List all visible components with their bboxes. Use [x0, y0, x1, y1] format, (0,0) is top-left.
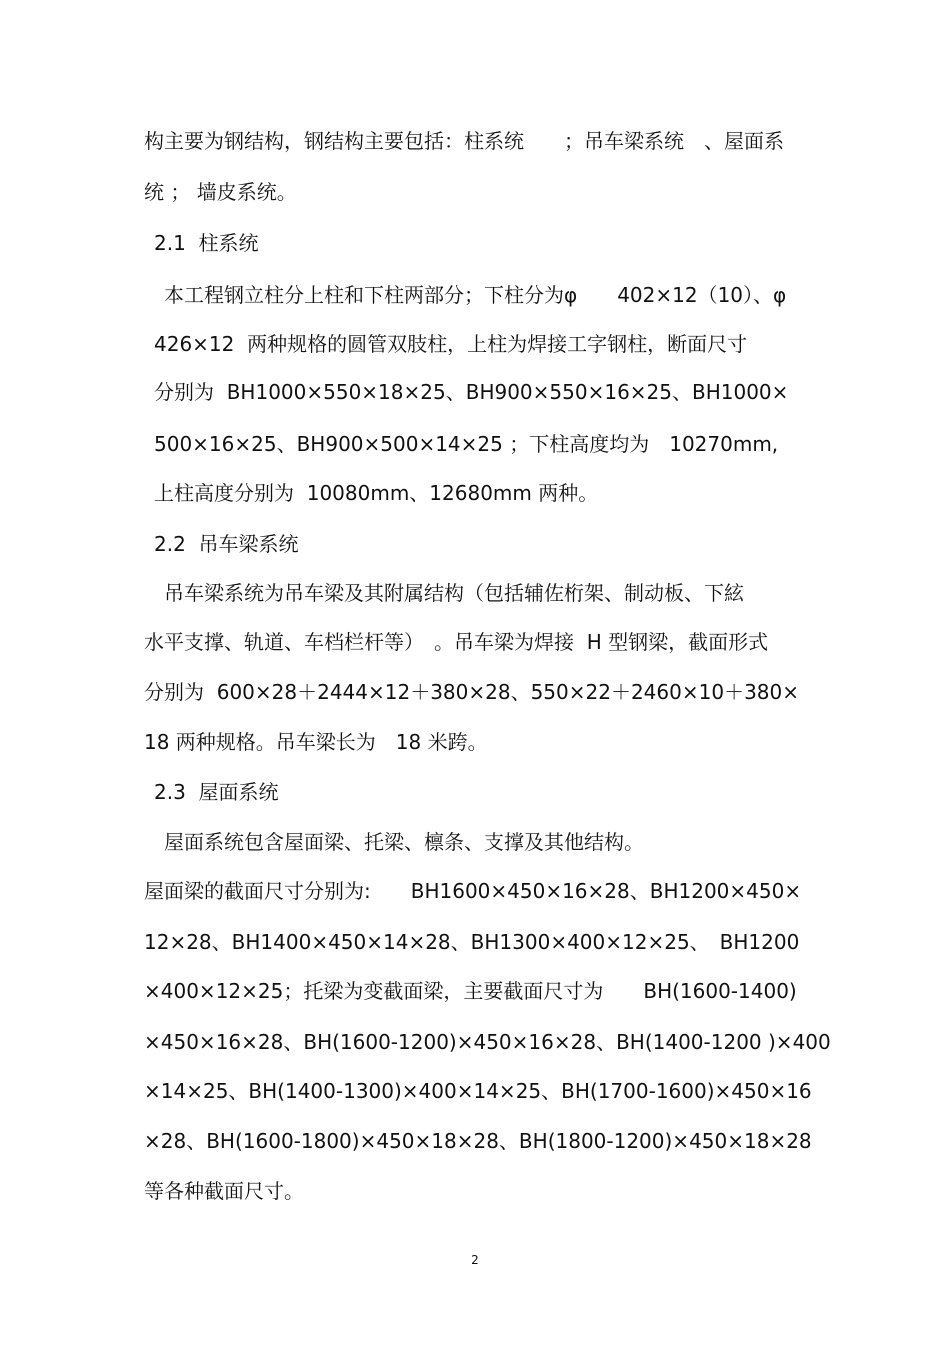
paragraph-line: 屋面系统包含屋面梁、托梁、檩条、支撑及其他结构。: [164, 830, 644, 854]
section-heading: 2.3 屋面系统: [154, 780, 279, 804]
paragraph-line: 上柱高度分别为 10080mm、12680mm 两种。: [154, 481, 599, 505]
paragraph-line: 分别为 600×28＋2444×12＋380×28、550×22＋2460×10＋380×: [144, 680, 799, 704]
section-heading: 2.1 柱系统: [154, 231, 259, 255]
paragraph-line: ×450×16×28、BH(1600-1200)×450×16×28、BH(1400-1200 )×400: [144, 1030, 831, 1054]
paragraph-line: 500×16×25、BH900×500×14×25 ；下柱高度均为 10270mm,: [154, 432, 779, 456]
paragraph-line: ×28、BH(1600-1800)×450×18×28、BH(1800-1200)×450×18×28: [144, 1129, 812, 1153]
paragraph-line: 426×12 两种规格的圆管双肢柱，上柱为焊接工字钢柱，断面尺寸: [154, 332, 748, 356]
paragraph-line: 构主要为钢结构，钢结构主要包括：柱系统 ；吊车梁系统 、屋面系: [144, 129, 784, 153]
paragraph-line: 水平支撑、轨道、车档栏杆等） 。吊车梁为焊接 H 型钢梁，截面形式: [144, 630, 769, 654]
paragraph-line: 屋面梁的截面尺寸分别为: BH1600×450×16×28、BH1200×450×: [144, 879, 802, 903]
paragraph-line: 18 两种规格。吊车梁长为 18 米跨。: [144, 730, 488, 754]
page-number: 2: [471, 1253, 479, 1267]
paragraph-line: 统 ； 墙皮系统。: [144, 180, 297, 204]
paragraph-line: ×400×12×25；托梁为变截面梁，主要截面尺寸为 BH(1600-1400): [144, 979, 797, 1003]
paragraph-line: 吊车梁系统为吊车梁及其附属结构（包括辅佐桁架、制动板、下絃: [164, 581, 744, 605]
paragraph-line: 分别为 BH1000×550×18×25、BH900×550×16×25、BH1000×: [154, 380, 789, 404]
paragraph-line: ×14×25、BH(1400-1300)×400×14×25、BH(1700-1600)×450×16: [144, 1079, 812, 1103]
section-heading: 2.2 吊车梁系统: [154, 532, 299, 556]
paragraph-line: 本工程钢立柱分上柱和下柱两部分；下柱分为φ 402×12（10）、φ: [164, 283, 787, 307]
paragraph-line: 12×28、BH1400×450×14×28、BH1300×400×12×25、 BH1200: [144, 930, 800, 954]
paragraph-line: 等各种截面尺寸。: [144, 1179, 304, 1203]
